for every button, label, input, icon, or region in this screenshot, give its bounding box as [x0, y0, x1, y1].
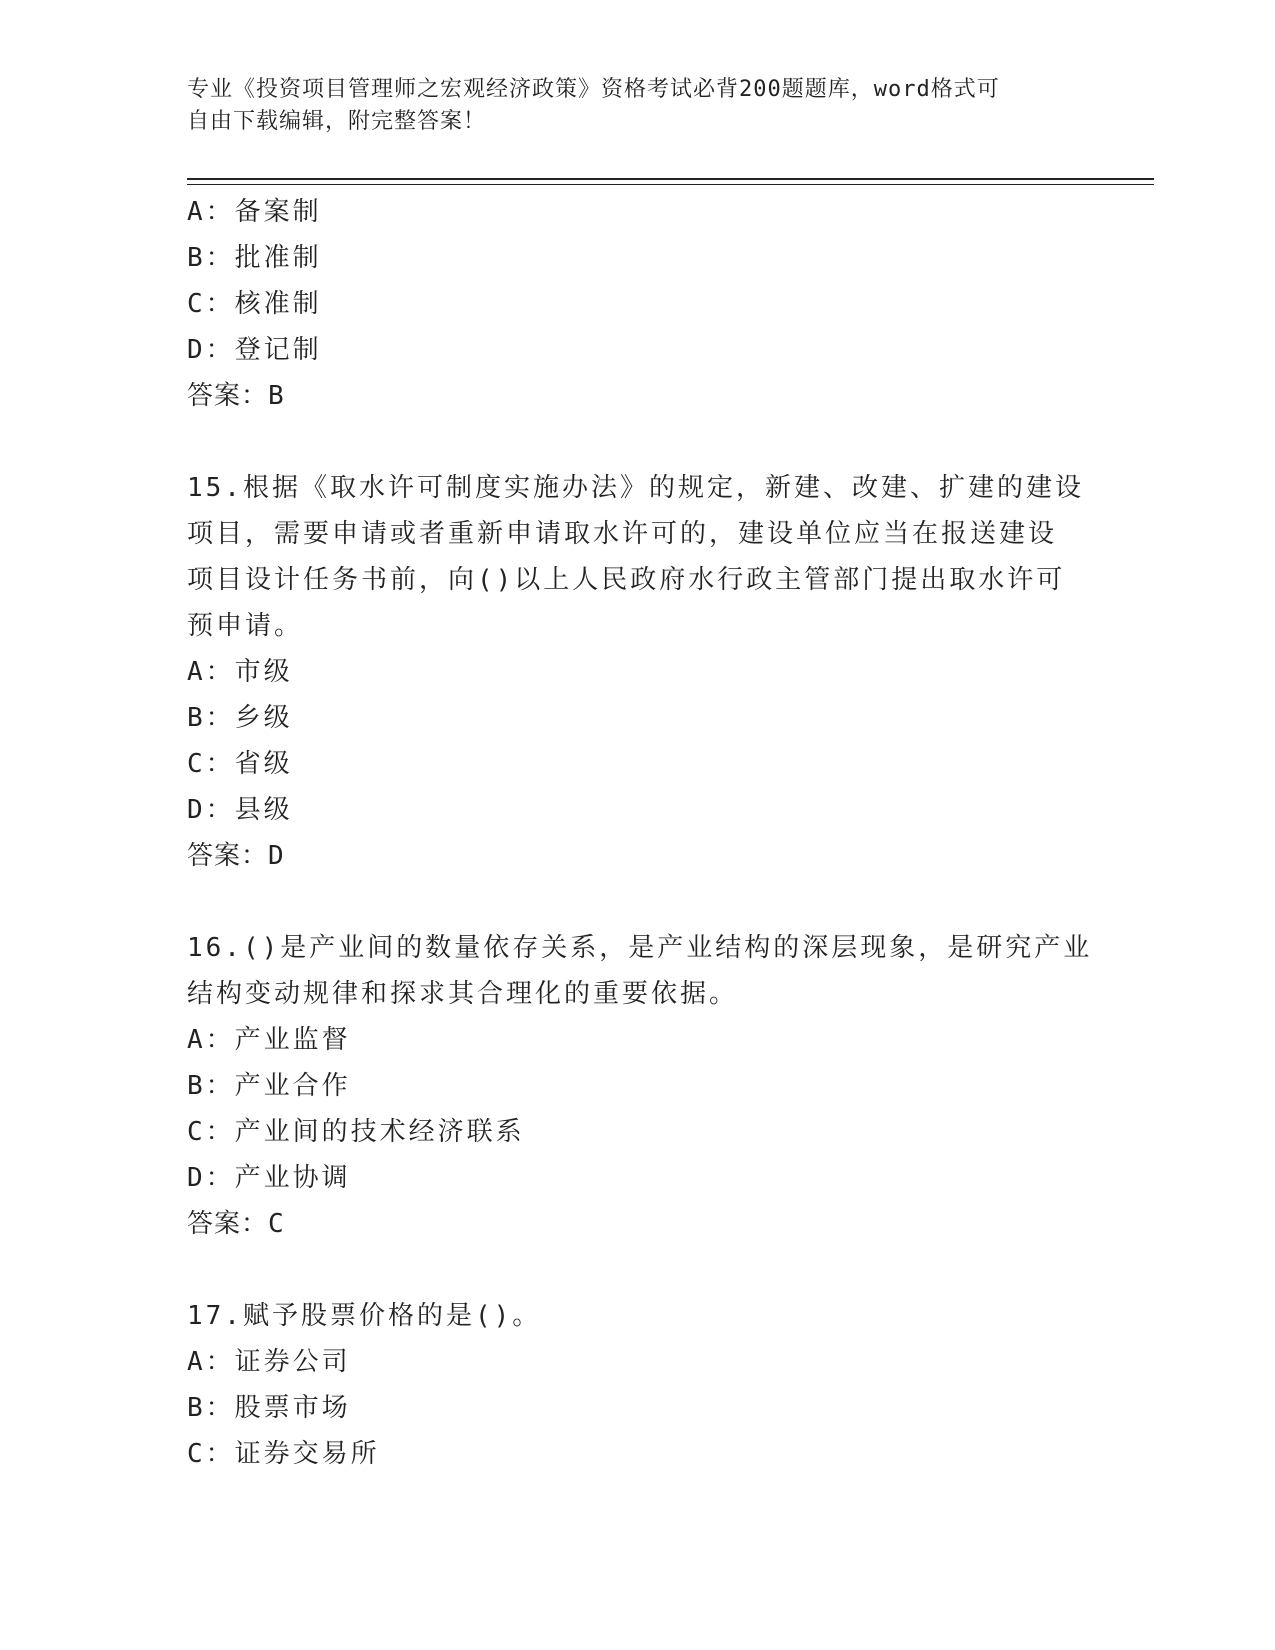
option-b: B：股票市场 [187, 1393, 351, 1423]
option-c: C：证券交易所 [187, 1439, 380, 1469]
question-stem-line: 项目，需要申请或者重新申请取水许可的，建设单位应当在报送建设 [187, 519, 1058, 549]
answer: 答案：B [187, 381, 285, 411]
question-stem-line: 结构变动规律和探求其合理化的重要依据。 [187, 979, 739, 1009]
question-stem-line: 预申请。 [187, 611, 304, 641]
document-header [187, 74, 1087, 138]
question-17 [187, 1293, 1087, 1477]
option-d: D：登记制 [187, 335, 322, 365]
spacer [187, 1247, 1087, 1293]
option-a: A：产业监督 [187, 1025, 351, 1055]
option-b: B：乡级 [187, 703, 293, 733]
spacer [187, 879, 1087, 925]
option-b: B：批准制 [187, 243, 322, 273]
header-rule-thick [187, 178, 1154, 180]
question-stem-line: 项目设计任务书前，向()以上人民政府水行政主管部门提出取水许可 [187, 565, 1066, 595]
header-line-1: 专业《投资项目管理师之宏观经济政策》资格考试必背200题题库，word格式可 [187, 77, 1000, 102]
option-a: A：市级 [187, 657, 293, 687]
answer: 答案：C [187, 1209, 285, 1239]
option-b: B：产业合作 [187, 1071, 351, 1101]
header-rule-thin [187, 184, 1154, 185]
question-stem-line: 15.根据《取水许可制度实施办法》的规定，新建、改建、扩建的建设 [187, 473, 1084, 503]
option-c: C：省级 [187, 749, 293, 779]
question-16 [187, 925, 1093, 1247]
option-a: A：证券公司 [187, 1347, 351, 1377]
question-14 [187, 189, 1087, 419]
option-c: C：核准制 [187, 289, 322, 319]
option-c: C：产业间的技术经济联系 [187, 1117, 525, 1147]
answer: 答案：D [187, 841, 285, 871]
header-line-2: 自由下载编辑，附完整答案！ [187, 109, 487, 134]
question-stem-line: 17.赋予股票价格的是()。 [187, 1301, 542, 1331]
spacer [187, 419, 1087, 465]
option-d: D：产业协调 [187, 1163, 351, 1193]
question-stem-line: 16.()是产业间的数量依存关系，是产业结构的深层现象，是研究产业 [187, 933, 1093, 963]
option-a: A：备案制 [187, 197, 322, 227]
question-list [187, 189, 1093, 1477]
question-15 [187, 465, 1087, 879]
option-d: D：县级 [187, 795, 293, 825]
